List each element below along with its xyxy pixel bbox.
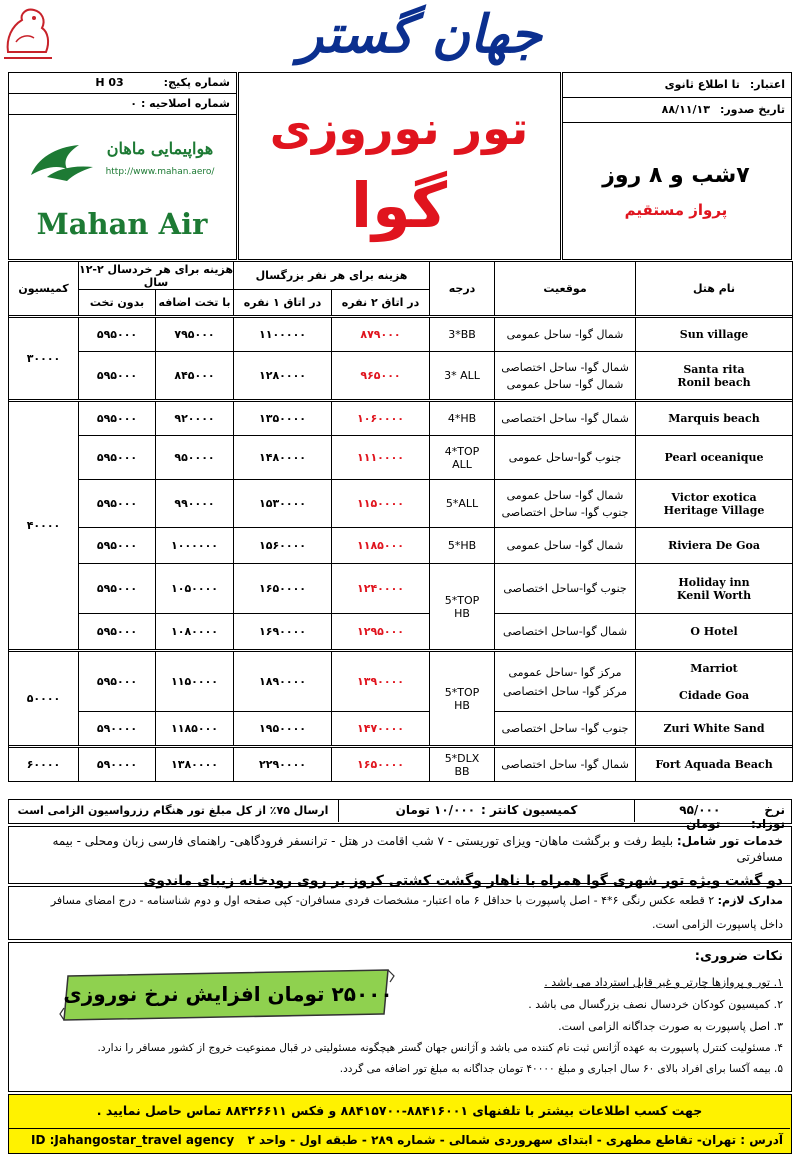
revision-value: ۰ bbox=[130, 97, 137, 110]
tour-title-box bbox=[238, 72, 561, 260]
table-row bbox=[9, 318, 793, 352]
commission-value: ۳۰۰۰۰ bbox=[9, 318, 79, 400]
airline-name-en: Mahan Air bbox=[36, 207, 208, 241]
price-double: ۱۰۶۰۰۰۰ bbox=[332, 402, 430, 436]
hotel-grade: 3* ALL bbox=[430, 352, 495, 400]
price-extra-bed: ۱۱۵۰۰۰۰ bbox=[156, 652, 234, 712]
counter-commission-label: کمیسیون کانتر : bbox=[481, 803, 578, 817]
hotel-grade: 5*TOP HB bbox=[430, 564, 495, 650]
price-single: ۱۵۳۰۰۰۰ bbox=[234, 480, 332, 528]
price-no-bed: ۵۹۵۰۰۰ bbox=[79, 402, 156, 436]
tour-title: تور نوروزی bbox=[269, 101, 529, 155]
price-double: ۱۲۹۵۰۰۰ bbox=[332, 614, 430, 650]
hotel-location: شمال گوا- ساحل اختصاصی شمال گوا- ساحل عمومی bbox=[495, 352, 636, 400]
hotel-location: شمال گوا- ساحل عمومی جنوب گوا- ساحل اختصاصی bbox=[495, 480, 636, 528]
header-child-group: هزینه برای هر خردسال ۲-۱۲ سال bbox=[78, 262, 234, 289]
price-single: ۱۸۹۰۰۰۰ bbox=[234, 652, 332, 712]
price-single: ۱۵۶۰۰۰۰ bbox=[234, 528, 332, 564]
table-row bbox=[9, 352, 793, 400]
hotel-location: شمال گوا-ساحل اختصاصی bbox=[495, 614, 636, 650]
services-label: خدمات تور شامل: bbox=[676, 834, 783, 848]
hotel-grade: 5*ALL bbox=[430, 480, 495, 528]
hotel-grade: 5*DLX BB bbox=[430, 748, 495, 782]
header-adult-double: در اتاق ۲ نفره bbox=[332, 290, 430, 316]
price-single: ۱۴۸۰۰۰۰ bbox=[234, 436, 332, 480]
note-item: ۱. تور و پروازها چارتر و غیر قابل استرداد می باشد . bbox=[544, 976, 783, 989]
hotel-name: Sun village bbox=[636, 318, 793, 352]
hotel-location: جنوب گوا- ساحل اختصاصی bbox=[495, 712, 636, 746]
lion-logo-icon bbox=[2, 2, 54, 62]
header-adult-single: در اتاق ۱ نفره bbox=[234, 290, 332, 316]
header-child-extra-bed: با تخت اضافه bbox=[156, 290, 234, 316]
price-extra-bed: ۱۰۵۰۰۰۰ bbox=[156, 564, 234, 614]
hotel-grade: 4*TOP ALL bbox=[430, 436, 495, 480]
price-double: ۱۲۴۰۰۰۰ bbox=[332, 564, 430, 614]
hotel-name: Santa rita Ronil beach bbox=[636, 352, 793, 400]
price-extra-bed: ۹۹۰۰۰۰ bbox=[156, 480, 234, 528]
price-no-bed: ۵۹۵۰۰۰ bbox=[79, 614, 156, 650]
hotel-price-table bbox=[8, 261, 793, 782]
hotel-name: Victor exotica Heritage Village bbox=[636, 480, 793, 528]
price-single: ۲۲۹۰۰۰۰ bbox=[234, 748, 332, 782]
docs-line2: داخل پاسپورت الزامی است. bbox=[651, 918, 783, 931]
header-grade: درجه bbox=[430, 262, 495, 316]
price-no-bed: ۵۹۵۰۰۰ bbox=[79, 318, 156, 352]
price-double: ۹۶۵۰۰۰ bbox=[332, 352, 430, 400]
price-extra-bed: ۱۳۸۰۰۰۰ bbox=[156, 748, 234, 782]
price-double: ۱۴۷۰۰۰۰ bbox=[332, 712, 430, 746]
price-no-bed: ۵۹۵۰۰۰ bbox=[79, 528, 156, 564]
brand-title: جهان گستر bbox=[298, 5, 542, 65]
price-double: ۱۳۹۰۰۰۰ bbox=[332, 652, 430, 712]
mahan-bird-icon bbox=[27, 139, 97, 184]
hotel-location: مرکز گوا -ساحل عمومی مرکز گوا- ساحل اختصاصی bbox=[495, 652, 636, 712]
hotel-name: Holiday inn Kenil Worth bbox=[636, 564, 793, 614]
hotel-name: Fort Aquada Beach bbox=[636, 748, 793, 782]
table-row bbox=[9, 402, 793, 436]
commission-value: ۴۰۰۰۰ bbox=[9, 402, 79, 650]
price-double: ۱۱۸۵۰۰۰ bbox=[332, 528, 430, 564]
price-extra-bed: ۱۱۸۵۰۰۰ bbox=[156, 712, 234, 746]
revision-label: شماره اصلاحیه : bbox=[140, 97, 230, 110]
price-no-bed: ۵۹۵۰۰۰ bbox=[79, 480, 156, 528]
hotel-name: Riviera De Goa bbox=[636, 528, 793, 564]
price-double: ۸۷۹۰۰۰ bbox=[332, 318, 430, 352]
hotel-name: O Hotel bbox=[636, 614, 793, 650]
flight-type: پرواز مستقیم bbox=[624, 201, 728, 219]
table-row bbox=[9, 480, 793, 528]
header-child-no-bed: بدون تخت bbox=[79, 290, 156, 316]
note-item: ۳. اصل پاسپورت به صورت جداگانه الزامی است. bbox=[558, 1020, 783, 1033]
hotel-location: شمال گوا- ساحل اختصاصی bbox=[495, 748, 636, 782]
airline-url: http://www.mahan.aero/ bbox=[105, 167, 215, 177]
price-no-bed: ۵۹۵۰۰۰ bbox=[79, 564, 156, 614]
destination-title: گوا bbox=[350, 169, 448, 242]
price-double: ۱۶۵۰۰۰۰ bbox=[332, 748, 430, 782]
tour-services bbox=[8, 826, 792, 889]
table-row bbox=[9, 712, 793, 746]
tour-duration: ۷شب و ۸ روز bbox=[602, 163, 750, 188]
package-value: H 03 bbox=[95, 76, 124, 89]
table-row bbox=[9, 652, 793, 712]
price-single: ۱۶۵۰۰۰۰ bbox=[234, 564, 332, 614]
table-row bbox=[9, 614, 793, 650]
mahan-logo bbox=[27, 133, 227, 193]
price-single: ۱۳۵۰۰۰۰ bbox=[234, 402, 332, 436]
services-line1: بلیط رفت و برگشت ماهان- ویزای توریستی - ۷ شب اقامت در هتل - ترانسفر فرودگاهی- راهنمای فارسی زبان ومحلی - بیمه مسافرتی bbox=[52, 834, 783, 864]
nowruz-price-banner bbox=[58, 968, 398, 1024]
issue-date-label: تاریخ صدور: bbox=[719, 103, 785, 116]
price-no-bed: ۵۹۰۰۰۰ bbox=[79, 748, 156, 782]
hotel-location: جنوب گوا-ساحل اختصاصی bbox=[495, 564, 636, 614]
hotel-grade: 4*HB bbox=[430, 402, 495, 436]
price-double: ۱۱۱۰۰۰۰ bbox=[332, 436, 430, 480]
header-adult-group: هزینه برای هر نفر بزرگسال bbox=[234, 262, 430, 290]
price-single: ۱۹۵۰۰۰۰ bbox=[234, 712, 332, 746]
issue-date-value: ۸۸/۱۱/۱۳ bbox=[661, 103, 710, 116]
hotel-location: شمال گوا- ساحل عمومی bbox=[495, 528, 636, 564]
hotel-name: Zuri White Sand bbox=[636, 712, 793, 746]
notes-title: نکات ضروری: bbox=[694, 949, 783, 964]
airline-box bbox=[8, 72, 237, 260]
price-no-bed: ۵۹۵۰۰۰ bbox=[79, 436, 156, 480]
price-single: ۱۶۹۰۰۰۰ bbox=[234, 614, 332, 650]
header-location: موقعیت bbox=[495, 262, 636, 316]
contact-bar bbox=[8, 1094, 792, 1154]
tour-info-box bbox=[562, 72, 792, 260]
price-double: ۱۱۵۰۰۰۰ bbox=[332, 480, 430, 528]
counter-commission-value: ۱۰/۰۰۰ تومان bbox=[395, 803, 476, 817]
validity-value: تا اطلاع ثانوی bbox=[664, 78, 740, 91]
hotel-location: شمال گوا- ساحل اختصاصی bbox=[495, 402, 636, 436]
deposit-note: ارسال ۷۵٪ از کل مبلغ تور هنگام رزرواسیون الزامی است bbox=[17, 804, 329, 817]
price-extra-bed: ۸۴۵۰۰۰ bbox=[156, 352, 234, 400]
hotel-location: شمال گوا- ساحل عمومی bbox=[495, 318, 636, 352]
airline-name-fa: هواپیمایی ماهان bbox=[106, 139, 214, 158]
required-documents bbox=[8, 886, 792, 940]
commission-value: ۶۰۰۰۰ bbox=[9, 748, 79, 782]
docs-line1: ۲ قطعه عکس رنگی ۶*۴ - اصل پاسپورت با حداقل ۶ ماه اعتبار- مشخصات فردی مسافران- کپی صفحه اول و دوم شناسنامه - درج امضای مسافر bbox=[50, 894, 715, 907]
price-single: ۱۱۰۰۰۰۰ bbox=[234, 318, 332, 352]
header-hotel: نام هتل bbox=[636, 262, 793, 316]
commission-value: ۵۰۰۰۰ bbox=[9, 652, 79, 746]
hotel-grade: 3*BB bbox=[430, 318, 495, 352]
hotel-grade: 5*HB bbox=[430, 528, 495, 564]
price-no-bed: ۵۹۰۰۰۰ bbox=[79, 712, 156, 746]
price-extra-bed: ۹۵۰۰۰۰ bbox=[156, 436, 234, 480]
agency-id: ID :Jahangostar_travel agency bbox=[31, 1133, 235, 1147]
price-extra-bed: ۹۲۰۰۰۰ bbox=[156, 402, 234, 436]
promo-text: ۲۵۰۰۰ تومان افزایش نرخ نوروزی bbox=[63, 982, 393, 1006]
hotel-location: جنوب گوا-ساحل عمومی bbox=[495, 436, 636, 480]
price-no-bed: ۵۹۵۰۰۰ bbox=[79, 352, 156, 400]
price-single: ۱۲۸۰۰۰۰ bbox=[234, 352, 332, 400]
validity-label: اعتبار: bbox=[749, 78, 785, 91]
package-label: شماره پکیج: bbox=[163, 76, 230, 89]
table-row bbox=[9, 564, 793, 614]
hotel-grade: 5*TOP HB bbox=[430, 652, 495, 746]
price-extra-bed: ۱۰۸۰۰۰۰ bbox=[156, 614, 234, 650]
pricing-info-bar bbox=[8, 799, 792, 831]
contact-phones: جهت کسب اطلاعات بیشتر با تلفنهای ۸۸۴۱۶۰۰۱-۸۸۴۱۵۷۰۰ و فکس ۸۸۴۲۶۶۱۱ تماس حاصل نمایید . bbox=[96, 1103, 703, 1118]
hotel-name: Marquis beach bbox=[636, 402, 793, 436]
table-row bbox=[9, 748, 793, 782]
table-row bbox=[9, 436, 793, 480]
price-no-bed: ۵۹۵۰۰۰ bbox=[79, 652, 156, 712]
header-commission: کمیسیون bbox=[9, 262, 79, 316]
infant-rate-label: نرخ نوزاد: bbox=[750, 803, 785, 831]
price-extra-bed: ۷۹۵۰۰۰ bbox=[156, 318, 234, 352]
note-item: ۵. بیمه آکسا برای افراد بالای ۶۰ سال اجباری و مبلغ ۴۰۰۰۰ تومان جداگانه به مبلغ تور اضافه می گردد. bbox=[339, 1063, 783, 1075]
price-extra-bed: ۱۰۰۰۰۰۰ bbox=[156, 528, 234, 564]
contact-address: آدرس : تهران- تقاطع مطهری - ابتدای سهروردی شمالی - شماره ۲۸۹ - طبقه اول - واحد ۲ bbox=[247, 1133, 783, 1147]
note-item: ۲. کمیسیون کودکان خردسال نصف بزرگسال می باشد . bbox=[528, 998, 783, 1011]
note-item: ۴. مسئولیت کنترل پاسپورت به عهده آژانس ثبت نام کننده می باشد و آژانس جهان گستر هیچگونه مسئولیتی در قبال ممنوعیت خروج از کشور مسافر را ندارد. bbox=[97, 1042, 783, 1054]
table-row bbox=[9, 528, 793, 564]
hotel-name: Marriot Cidade Goa bbox=[636, 652, 793, 712]
hotel-name: Pearl oceanique bbox=[636, 436, 793, 480]
docs-label: مدارک لازم: bbox=[717, 894, 783, 907]
services-line2: دو گشت ویژه تور شهری گوا همراه با ناهار وگشت کشتی کروز بر روی رودخانه زیبای ماندوی bbox=[143, 873, 783, 889]
infant-rate-value: ۹۵/۰۰۰ تومان bbox=[679, 803, 721, 831]
